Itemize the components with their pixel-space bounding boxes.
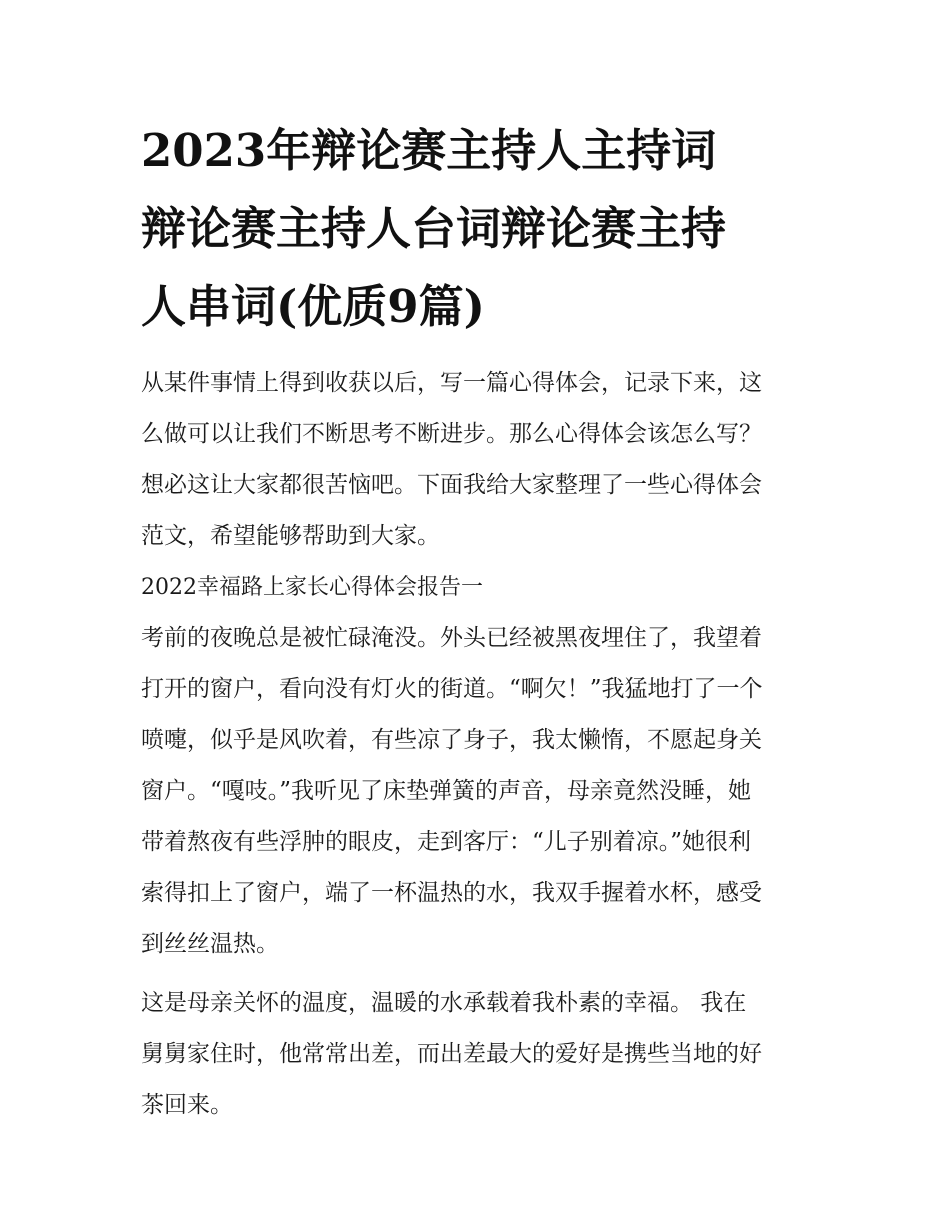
paragraph-line: 窗户。“嘎吱。”我听见了床垫弹簧的声音，母亲竟然没睡，她 [141, 778, 752, 804]
intro-paragraph [141, 358, 813, 562]
document-title [141, 112, 813, 346]
paragraph-line: 舅舅家住时，他常常出差，而出差最大的爱好是携些当地的好 [141, 1041, 762, 1067]
paragraph-line: 打开的窗户，看向没有灯火的街道。“啊欠！”我猛地打了一个 [141, 676, 763, 702]
paragraph-line: 想必这让大家都很苦恼吧。下面我给大家整理了一些心得体会 [141, 472, 762, 498]
paragraph-line: 带着熬夜有些浮肿的眼皮，走到客厅：“儿子别着凉。”她很利 [141, 829, 752, 855]
paragraph-line: 范文，希望能够帮助到大家。 [141, 523, 440, 549]
title-line: 辩论赛主持人台词辩论赛主持 [141, 202, 727, 255]
title-line: 2023年辩论赛主持人主持词 [141, 124, 717, 177]
title-line: 人串词(优质9篇) [141, 280, 485, 333]
body-paragraph-1 [141, 613, 813, 970]
paragraph-line: 考前的夜晚总是被忙碌淹没。外头已经被黑夜埋住了，我望着 [141, 625, 762, 651]
section-heading: 2022幸福路上家长心得体会报告一 [141, 575, 483, 600]
paragraph-line: 索得扣上了窗户，端了一杯温热的水，我双手握着水杯，感受 [141, 880, 762, 906]
paragraph-line: 喷嚏，似乎是风吹着，有些凉了身子，我太懒惰，不愿起身关 [141, 727, 762, 753]
body-paragraph-2 [141, 978, 813, 1131]
paragraph-line: 这是母亲关怀的温度，温暖的水承载着我朴素的幸福。 我在 [141, 990, 747, 1016]
paragraph-line: 到丝丝温热。 [141, 931, 279, 957]
paragraph-line: 从某件事情上得到收获以后，写一篇心得体会，记录下来，这 [141, 370, 762, 396]
document-page [141, 112, 813, 1131]
paragraph-line: 茶回来。 [141, 1092, 233, 1118]
paragraph-line: 么做可以让我们不断思考不断进步。那么心得体会该怎么写？ [141, 421, 762, 447]
